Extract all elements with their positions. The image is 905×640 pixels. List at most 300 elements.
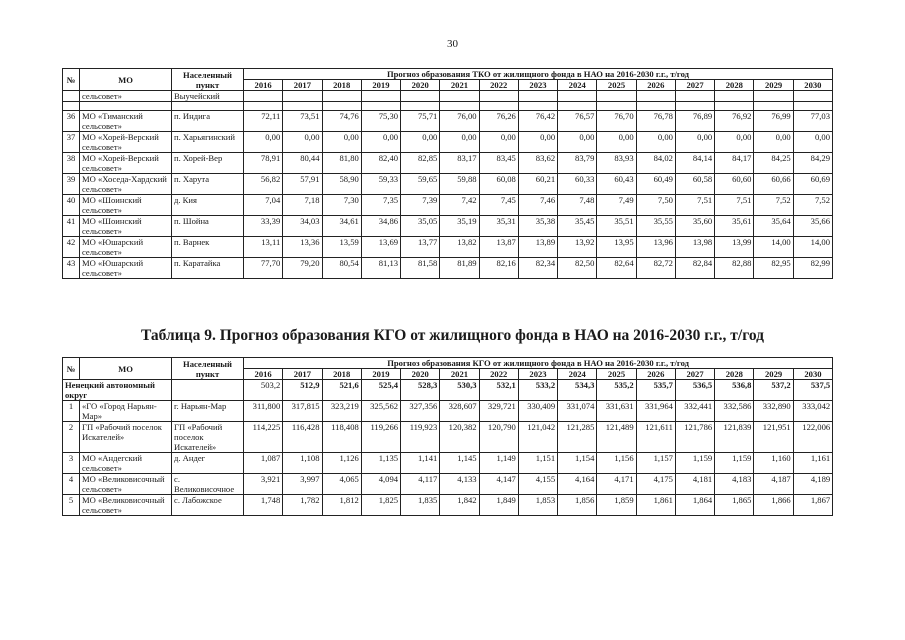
value-cell: [754, 91, 793, 102]
row-number: 1: [63, 401, 80, 422]
municipality-cell: МО «Великовисочный сельсовет»: [80, 474, 172, 495]
spacer-cell: [172, 102, 244, 111]
year-header: 2024: [558, 80, 597, 91]
value-cell: 0,00: [479, 132, 518, 153]
value-cell: 1,825: [361, 495, 400, 516]
value-cell: 1,154: [558, 453, 597, 474]
value-cell: 76,89: [675, 111, 714, 132]
value-cell: 35,51: [597, 216, 636, 237]
value-cell: 1,141: [401, 453, 440, 474]
value-cell: 14,00: [793, 237, 832, 258]
row-number: 40: [63, 195, 80, 216]
year-header: 2018: [322, 80, 361, 91]
value-cell: 82,40: [361, 153, 400, 174]
col-number-header: №: [63, 358, 80, 380]
value-cell: [675, 91, 714, 102]
table-row: [63, 216, 833, 237]
settlement-cell: п. Хорей-Вер: [172, 153, 244, 174]
value-cell: 7,51: [715, 195, 754, 216]
value-cell: 327,356: [401, 401, 440, 422]
value-cell: 4,187: [754, 474, 793, 495]
value-cell: 56,82: [244, 174, 283, 195]
spacer-cell: [793, 102, 832, 111]
value-cell: 76,99: [754, 111, 793, 132]
value-cell: 13,95: [597, 237, 636, 258]
settlement-cell: п. Шойна: [172, 216, 244, 237]
total-value-cell: 525,4: [361, 380, 400, 401]
value-cell: 1,859: [597, 495, 636, 516]
value-cell: 1,849: [479, 495, 518, 516]
spacer-cell: [754, 102, 793, 111]
year-header: 2022: [479, 80, 518, 91]
value-cell: 4,133: [440, 474, 479, 495]
value-cell: 119,266: [361, 422, 400, 453]
value-cell: [401, 91, 440, 102]
value-cell: 59,33: [361, 174, 400, 195]
value-cell: 1,087: [244, 453, 283, 474]
value-cell: 1,149: [479, 453, 518, 474]
col-mo-header: МО: [80, 69, 172, 91]
value-cell: 82,72: [636, 258, 675, 279]
value-cell: 1,865: [715, 495, 754, 516]
value-cell: 7,35: [361, 195, 400, 216]
value-cell: 119,923: [401, 422, 440, 453]
value-cell: 76,42: [518, 111, 557, 132]
value-cell: 77,03: [793, 111, 832, 132]
settlement-cell: д. Кия: [172, 195, 244, 216]
value-cell: 7,51: [675, 195, 714, 216]
year-header: 2027: [675, 369, 714, 380]
municipality-cell: МО «Великовисочный сельсовет»: [80, 495, 172, 516]
value-cell: 1,867: [793, 495, 832, 516]
value-cell: [479, 91, 518, 102]
row-number: 41: [63, 216, 80, 237]
settlement-cell: с. Лабожское: [172, 495, 244, 516]
value-cell: 7,49: [597, 195, 636, 216]
settlement-cell: г. Нарьян-Мар: [172, 401, 244, 422]
settlement-cell: ГП «Рабочий поселок Искателей»: [172, 422, 244, 453]
value-cell: 60,69: [793, 174, 832, 195]
value-cell: 35,05: [401, 216, 440, 237]
year-header: 2019: [361, 80, 400, 91]
total-value-cell: 536,5: [675, 380, 714, 401]
value-cell: 332,890: [754, 401, 793, 422]
value-cell: 0,00: [597, 132, 636, 153]
total-value-cell: 537,2: [754, 380, 793, 401]
value-cell: 83,45: [479, 153, 518, 174]
value-cell: [440, 91, 479, 102]
value-cell: 76,00: [440, 111, 479, 132]
value-cell: 57,91: [283, 174, 322, 195]
value-cell: 1,157: [636, 453, 675, 474]
row-number: 3: [63, 453, 80, 474]
value-cell: 325,562: [361, 401, 400, 422]
settlement-cell: п. Харута: [172, 174, 244, 195]
total-value-cell: 521,6: [322, 380, 361, 401]
value-cell: 1,861: [636, 495, 675, 516]
value-cell: 122,006: [793, 422, 832, 453]
spacer-cell: [675, 102, 714, 111]
total-value-cell: 512,9: [283, 380, 322, 401]
col-settlement-header: Населенный пункт: [172, 69, 244, 91]
value-cell: 81,13: [361, 258, 400, 279]
value-cell: 1,160: [754, 453, 793, 474]
value-cell: 76,78: [636, 111, 675, 132]
value-cell: 4,065: [322, 474, 361, 495]
row-number: 37: [63, 132, 80, 153]
kgo-forecast-table: [62, 357, 833, 516]
value-cell: 60,66: [754, 174, 793, 195]
value-cell: 82,84: [675, 258, 714, 279]
municipality-cell: МО «Хоседа-Хардский сельсовет»: [80, 174, 172, 195]
tko-forecast-table: [62, 68, 833, 279]
spacer-cell: [361, 102, 400, 111]
value-cell: 121,285: [558, 422, 597, 453]
value-cell: 4,175: [636, 474, 675, 495]
year-header: 2029: [754, 369, 793, 380]
value-cell: 35,61: [715, 216, 754, 237]
row-number: 39: [63, 174, 80, 195]
value-cell: 1,161: [793, 453, 832, 474]
year-header: 2024: [558, 369, 597, 380]
table-row: [63, 174, 833, 195]
value-cell: 4,171: [597, 474, 636, 495]
settlement-cell: с. Великовисочное: [172, 474, 244, 495]
municipality-cell: МО «Юшарский сельсовет»: [80, 258, 172, 279]
row-number: 5: [63, 495, 80, 516]
value-cell: 0,00: [322, 132, 361, 153]
municipality-cell: МО «Тиманский сельсовет»: [80, 111, 172, 132]
value-cell: 81,58: [401, 258, 440, 279]
value-cell: 14,00: [754, 237, 793, 258]
value-cell: 1,151: [518, 453, 557, 474]
value-cell: 59,65: [401, 174, 440, 195]
value-cell: 1,812: [322, 495, 361, 516]
value-cell: 13,89: [518, 237, 557, 258]
value-cell: 1,135: [361, 453, 400, 474]
year-header: 2027: [675, 80, 714, 91]
value-cell: 1,835: [401, 495, 440, 516]
value-cell: 121,839: [715, 422, 754, 453]
value-cell: 35,55: [636, 216, 675, 237]
value-cell: 121,611: [636, 422, 675, 453]
value-cell: 317,815: [283, 401, 322, 422]
total-value-cell: 532,1: [479, 380, 518, 401]
table-row: [63, 111, 833, 132]
value-cell: 13,87: [479, 237, 518, 258]
value-cell: 83,17: [440, 153, 479, 174]
value-cell: 35,64: [754, 216, 793, 237]
value-cell: 76,57: [558, 111, 597, 132]
table-title: Таблица 9. Прогноз образования КГО от жилищного фонда в НАО на 2016-2030 г.г., т/год: [140, 327, 765, 344]
value-cell: 35,31: [479, 216, 518, 237]
table-row: [63, 195, 833, 216]
row-number: [63, 91, 80, 102]
spacer-cell: [322, 102, 361, 111]
year-header: 2030: [793, 80, 832, 91]
value-cell: 13,96: [636, 237, 675, 258]
value-cell: 4,164: [558, 474, 597, 495]
total-value-cell: 503,2: [244, 380, 283, 401]
value-cell: 83,93: [597, 153, 636, 174]
value-cell: 78,91: [244, 153, 283, 174]
value-cell: 120,790: [479, 422, 518, 453]
page-number: 30: [447, 38, 458, 50]
spacer-cell: [244, 102, 283, 111]
year-header: 2018: [322, 369, 361, 380]
value-cell: 13,11: [244, 237, 283, 258]
value-cell: 60,33: [558, 174, 597, 195]
total-value-cell: 528,3: [401, 380, 440, 401]
value-cell: 7,42: [440, 195, 479, 216]
value-cell: 7,18: [283, 195, 322, 216]
year-header: 2021: [440, 369, 479, 380]
table-row: [63, 401, 833, 422]
row-number: 2: [63, 422, 80, 453]
value-cell: 82,99: [793, 258, 832, 279]
value-cell: 82,88: [715, 258, 754, 279]
value-cell: 82,85: [401, 153, 440, 174]
value-cell: 0,00: [518, 132, 557, 153]
total-value-cell: 536,8: [715, 380, 754, 401]
value-cell: 75,71: [401, 111, 440, 132]
value-cell: [558, 91, 597, 102]
value-cell: 4,117: [401, 474, 440, 495]
value-cell: 34,03: [283, 216, 322, 237]
value-cell: 82,95: [754, 258, 793, 279]
value-cell: 0,00: [636, 132, 675, 153]
total-value-cell: 535,7: [636, 380, 675, 401]
value-cell: 7,48: [558, 195, 597, 216]
value-cell: 4,183: [715, 474, 754, 495]
value-cell: 1,856: [558, 495, 597, 516]
value-cell: 60,43: [597, 174, 636, 195]
value-cell: 120,382: [440, 422, 479, 453]
year-header: 2020: [401, 369, 440, 380]
value-cell: 83,62: [518, 153, 557, 174]
value-cell: 1,748: [244, 495, 283, 516]
col-settlement-header: Населенный пункт: [172, 358, 244, 380]
value-cell: [793, 91, 832, 102]
value-cell: 0,00: [361, 132, 400, 153]
year-header: 2023: [518, 80, 557, 91]
value-cell: 76,70: [597, 111, 636, 132]
municipality-cell: МО «Хорей-Верский сельсовет»: [80, 153, 172, 174]
value-cell: 72,11: [244, 111, 283, 132]
row-number: 42: [63, 237, 80, 258]
spacer-cell: [283, 102, 322, 111]
value-cell: 7,39: [401, 195, 440, 216]
value-cell: 3,921: [244, 474, 283, 495]
year-header: 2025: [597, 80, 636, 91]
value-cell: 81,80: [322, 153, 361, 174]
continuation-row: [63, 91, 833, 102]
value-cell: 84,29: [793, 153, 832, 174]
value-cell: 7,52: [754, 195, 793, 216]
value-cell: 35,45: [558, 216, 597, 237]
value-cell: 1,782: [283, 495, 322, 516]
value-cell: 1,159: [675, 453, 714, 474]
year-header: 2016: [244, 80, 283, 91]
value-cell: 13,77: [401, 237, 440, 258]
value-cell: 58,90: [322, 174, 361, 195]
year-header: 2020: [401, 80, 440, 91]
municipality-cell: ГП «Рабочий поселок Искателей»: [80, 422, 172, 453]
value-cell: 75,30: [361, 111, 400, 132]
total-value-cell: 537,5: [793, 380, 832, 401]
settlement-cell: п. Варнек: [172, 237, 244, 258]
value-cell: 83,79: [558, 153, 597, 174]
value-cell: 0,00: [558, 132, 597, 153]
settlement-cell: д. Андег: [172, 453, 244, 474]
value-cell: 311,800: [244, 401, 283, 422]
value-cell: 0,00: [283, 132, 322, 153]
row-number: 36: [63, 111, 80, 132]
value-cell: 7,46: [518, 195, 557, 216]
value-cell: 84,02: [636, 153, 675, 174]
spacer-cell: [80, 102, 172, 111]
year-header: 2023: [518, 369, 557, 380]
year-header: 2022: [479, 369, 518, 380]
value-cell: 0,00: [244, 132, 283, 153]
value-cell: [322, 91, 361, 102]
value-cell: 84,14: [675, 153, 714, 174]
value-cell: 82,64: [597, 258, 636, 279]
year-header: 2019: [361, 369, 400, 380]
row-number: 38: [63, 153, 80, 174]
value-cell: 0,00: [675, 132, 714, 153]
value-cell: 13,69: [361, 237, 400, 258]
value-cell: 0,00: [401, 132, 440, 153]
value-cell: [361, 91, 400, 102]
settlement-cell: [172, 380, 244, 401]
value-cell: [518, 91, 557, 102]
value-cell: 79,20: [283, 258, 322, 279]
spacer-cell: [401, 102, 440, 111]
value-cell: 74,76: [322, 111, 361, 132]
value-cell: 76,92: [715, 111, 754, 132]
value-cell: 35,38: [518, 216, 557, 237]
municipality-cell: МО «Хорей-Верский сельсовет»: [80, 132, 172, 153]
value-cell: 0,00: [715, 132, 754, 153]
value-cell: [283, 91, 322, 102]
value-cell: 1,156: [597, 453, 636, 474]
value-cell: 60,21: [518, 174, 557, 195]
value-cell: 7,45: [479, 195, 518, 216]
row-number: 43: [63, 258, 80, 279]
year-header: 2026: [636, 369, 675, 380]
municipality-cell: МО «Юшарский сельсовет»: [80, 237, 172, 258]
value-cell: [597, 91, 636, 102]
value-cell: 73,51: [283, 111, 322, 132]
value-cell: 4,181: [675, 474, 714, 495]
value-cell: 333,042: [793, 401, 832, 422]
spacer-cell: [63, 102, 80, 111]
value-cell: 7,50: [636, 195, 675, 216]
year-header: 2030: [793, 369, 832, 380]
year-header: 2017: [283, 369, 322, 380]
value-cell: 114,225: [244, 422, 283, 453]
settlement-cell: Выучейский: [172, 91, 244, 102]
forecast-header: Прогноз образования ТКО от жилищного фонда в НАО на 2016-2030 г.г., т/год: [244, 69, 833, 80]
settlement-cell: п. Харьягинский: [172, 132, 244, 153]
spacer-cell: [597, 102, 636, 111]
year-header: 2026: [636, 80, 675, 91]
value-cell: 329,721: [479, 401, 518, 422]
table-row: [63, 495, 833, 516]
table-row: [63, 453, 833, 474]
value-cell: 13,99: [715, 237, 754, 258]
total-value-cell: 530,3: [440, 380, 479, 401]
value-cell: [715, 91, 754, 102]
value-cell: 1,866: [754, 495, 793, 516]
value-cell: 121,786: [675, 422, 714, 453]
spacer-cell: [558, 102, 597, 111]
value-cell: 1,864: [675, 495, 714, 516]
value-cell: 0,00: [440, 132, 479, 153]
region-total-label: Ненецкий автономный округ: [63, 380, 172, 401]
total-value-cell: 535,2: [597, 380, 636, 401]
spacer-cell: [440, 102, 479, 111]
value-cell: 34,61: [322, 216, 361, 237]
value-cell: 35,60: [675, 216, 714, 237]
value-cell: 331,074: [558, 401, 597, 422]
value-cell: 1,842: [440, 495, 479, 516]
value-cell: 13,98: [675, 237, 714, 258]
col-number-header: №: [63, 69, 80, 91]
total-value-cell: 533,2: [518, 380, 557, 401]
spacer-cell: [715, 102, 754, 111]
table-row: [63, 258, 833, 279]
year-header: 2017: [283, 80, 322, 91]
settlement-cell: п. Индига: [172, 111, 244, 132]
forecast-header: Прогноз образования КГО от жилищного фонда в НАО на 2016-2030 г.г., т/год: [244, 358, 833, 369]
value-cell: 82,34: [518, 258, 557, 279]
table-row: [63, 237, 833, 258]
value-cell: 13,36: [283, 237, 322, 258]
value-cell: 121,489: [597, 422, 636, 453]
table-row: [63, 132, 833, 153]
municipality-cell: сельсовет»: [80, 91, 172, 102]
municipality-cell: МО «Шоинский сельсовет»: [80, 216, 172, 237]
value-cell: 84,25: [754, 153, 793, 174]
year-header: 2029: [754, 80, 793, 91]
value-cell: 0,00: [754, 132, 793, 153]
value-cell: 82,16: [479, 258, 518, 279]
value-cell: 13,59: [322, 237, 361, 258]
value-cell: 331,964: [636, 401, 675, 422]
municipality-cell: МО «Андегский сельсовет»: [80, 453, 172, 474]
value-cell: 332,441: [675, 401, 714, 422]
value-cell: 7,30: [322, 195, 361, 216]
row-number: 4: [63, 474, 80, 495]
value-cell: 60,60: [715, 174, 754, 195]
value-cell: 80,44: [283, 153, 322, 174]
value-cell: 84,17: [715, 153, 754, 174]
table-row: [63, 422, 833, 453]
value-cell: 331,631: [597, 401, 636, 422]
year-header: 2016: [244, 369, 283, 380]
value-cell: 1,853: [518, 495, 557, 516]
value-cell: 76,26: [479, 111, 518, 132]
value-cell: 13,92: [558, 237, 597, 258]
value-cell: 13,82: [440, 237, 479, 258]
value-cell: 77,70: [244, 258, 283, 279]
value-cell: 328,607: [440, 401, 479, 422]
value-cell: 60,08: [479, 174, 518, 195]
value-cell: 121,042: [518, 422, 557, 453]
year-header: 2025: [597, 369, 636, 380]
